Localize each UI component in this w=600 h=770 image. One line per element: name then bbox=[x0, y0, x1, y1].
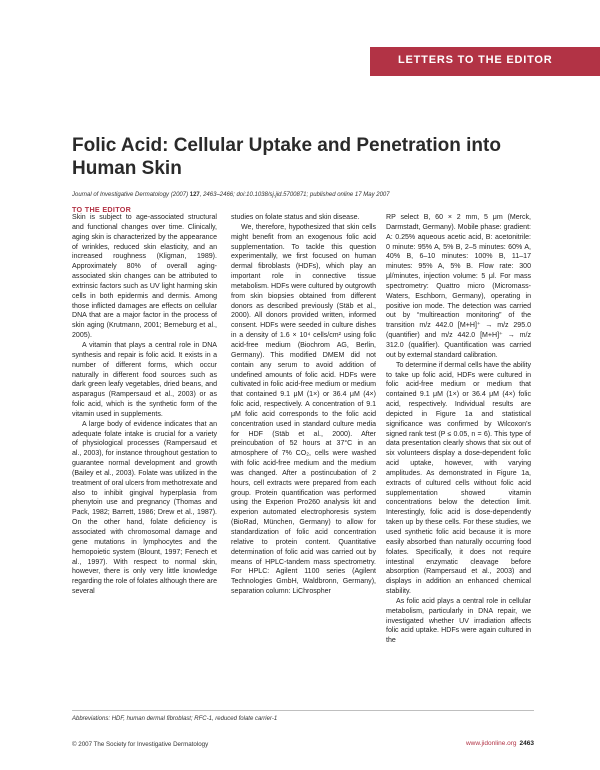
paragraph: A vitamin that plays a central role in DNA synthesis and repair is folic acid. It exists in a number of different forms, which occur naturally in different food sources such as dark green leafy vegetables, dried beans, and asparagus (Rampersaud et al., 2003) or as folic acid, which is the synthetic form of the vitamin used in supplements. bbox=[72, 341, 217, 418]
paragraph: To determine if dermal cells have the ability to take up folic acid, HDFs were cultured in folic acid-free medium or medium that contained 9.1 μM (1×) or 36.4 μM (4×) folic acid, respectively. Individual results are depicted in Figure 1a and statistical significance was confirmed by Wilcoxon’s signed rank test (P ≤ 0.05, n = 6). This type of data presentation clearly shows that six out of six volunteers display a dose-dependent folic acid uptake, however, with varying amplitudes. As demonstrated in Figure 1a, extracts of cultured cells without folic acid supplementation showed vitamin concentrations below the detection limit. Interestingly, folic acid is dose-dependently taken up by these cells. For these studies, we used synthetic folic acid because it is more easily absorbed than naturally occurring food folates. Specifically, it does not require intestinal enzymatic cleavage before absorption (Rampersaud et al., 2003) and displays in addition an enhanced chemical stability. bbox=[386, 361, 531, 596]
paragraph: studies on folate status and skin disease. bbox=[231, 214, 360, 221]
citation-volume: 127 bbox=[189, 192, 200, 198]
body-column-1 bbox=[72, 213, 217, 597]
paragraph: Skin is subject to age-associated structural and functional changes over time. Clinically, aging skin is characterized by the appearance of wrinkles, reduced skin elasticity, and an increased roughness (Kligman, 1989). Approximately 80% of overall aging-associated skin changes can be attributed to extrinsic factors such as UV light harming skin cells in both epidermis and dermis. Among those inflicted damages are effects on cellular DNA that are a major factor in the process of skin aging (Krutmann, 2001; Berneburg et al., 2005). bbox=[72, 214, 217, 340]
citation-year: (2007) bbox=[169, 192, 190, 198]
footnote-divider bbox=[72, 710, 534, 711]
page-footer bbox=[466, 740, 534, 747]
body-column-2 bbox=[231, 213, 376, 597]
article-title: Folic Acid: Cellular Uptake and Penetration into Human Skin bbox=[72, 135, 501, 179]
section-label: LETTERS TO THE EDITOR bbox=[398, 54, 553, 66]
body-column-3 bbox=[386, 213, 531, 646]
paragraph: RP select B, 60 × 2 mm, 5 μm (Merck, Darmstadt, Germany). Mobile phase: gradient: A: 0.25% aqueous acetic acid, B: acetonitrile: 0 minute: 95% A, 5% B, 2–5 minutes: 60% A, 40% B, 6–10 minutes: 100% B, 11–17 minutes: 95% A, 5% B. Flow rate: 300 μl/minutes, injection volume: 5 μl. For mass spectrometry: Quattro micro (Micromass-Waters, Eschborn, Germany), operating in positive ion mode. The detection was carried out by “multireaction monitoring” of the transition m/z 442.0 [M+H]⁺ → m/z 295.0 (quantifier) and m/z 442.0 [M+H]⁺ → m/z 312.0 (qualifier). Quantification was carried out by external standard calibration. bbox=[386, 214, 531, 359]
journal-url[interactable]: www.jidonline.org bbox=[465, 740, 517, 747]
paragraph: As folic acid plays a central role in cellular metabolism, particularly in DNA repair, we investigated whether UV irradiation affects folic acid uptake. HDFs were again cultured in the bbox=[386, 597, 531, 645]
citation-journal: Journal of Investigative Dermatology bbox=[72, 192, 170, 198]
citation-details: , 2463–2466; doi:10.1038/sj.jid.5700871; published online 17 May 2007 bbox=[199, 192, 390, 198]
paragraph: A large body of evidence indicates that an adequate folate intake is crucial for a variety of physiological processes (Rampersaud et al., 2003), for instance throughout gestation to guarantee normal development and growth (Bailey et al., 2003). Folate was utilized in the treatment of oral ulcers from methotrexate and also to inhibit gingival hyperplasia from phenytoin use and pregnancy (Thomas and Pack, 1982; Barrett, 1986; Drew et al., 1987). On the other hand, folate deficiency is associated with chromosomal damage and gene mutations in lymphocytes and the hemopoietic system (Blount, 1997; Fenech et al., 1997). With respect to normal skin, however, there is only very little knowledge regarding the role of folates although there are several bbox=[72, 420, 217, 596]
copyright-notice: © 2007 The Society for Investigative Dermatology bbox=[72, 741, 209, 748]
section-banner bbox=[370, 47, 600, 76]
paragraph: We, therefore, hypothesized that skin cells might benefit from an exogenous folic acid supplementation. To tackle this question experimentally, we first focused on human dermal fibroblasts (HDFs), which play an important role in connective tissue metabolism. HDFs were cultured by outgrowth from skin biopsies obtained from different donors as described previously (Stäb et al., 2000). All donors provided written, informed consent. HDFs were seeded in culture dishes in a density of 1.6 × 10⁴ cells/cm² using folic acid-free medium (Biochrom AG, Berlin, Germany). This modified DMEM did not contain any serum to avoid addition of undefined amounts of folic acid. HDFs were cultivated in folic acid-free medium or medium that contained 9.1 μM (1×) or 36.4 μM (4×) folic acid, respectively. A concentration of 9.1 μM folic acid corresponds to the folic acid concentration used in standard culture media for HDF (Stäb et al., 2000). After preincubation of 52 hours at 37°C in an atmosphere of 7% CO₂, cells were washed with folic acid-free medium and the medium was changed. After a postincubation of 2 hours, cell extracts were prepared from each group. Protein quantification was performed using the Experion Pro260 analysis kit and experion automated electrophoresis system (BioRad, München, Germany) to allow for standardization of folic acid concentration relative to protein content. Quantitative determination of folic acid was carried out by means of HPLC-tandem mass spectrometry. For HPLC: Agilent 1100 series (Agilent Technologies GmbH, Waldbronn, Germany), separation column: LiChrospher bbox=[231, 223, 376, 596]
abbreviations-note: Abbreviations: HDF, human dermal fibroblast; RFC-1, reduced folate carrier-1 bbox=[72, 716, 278, 722]
page-number: 2463 bbox=[519, 740, 534, 747]
section-heading: TO THE EDITOR bbox=[72, 205, 132, 214]
citation-line bbox=[72, 191, 572, 199]
